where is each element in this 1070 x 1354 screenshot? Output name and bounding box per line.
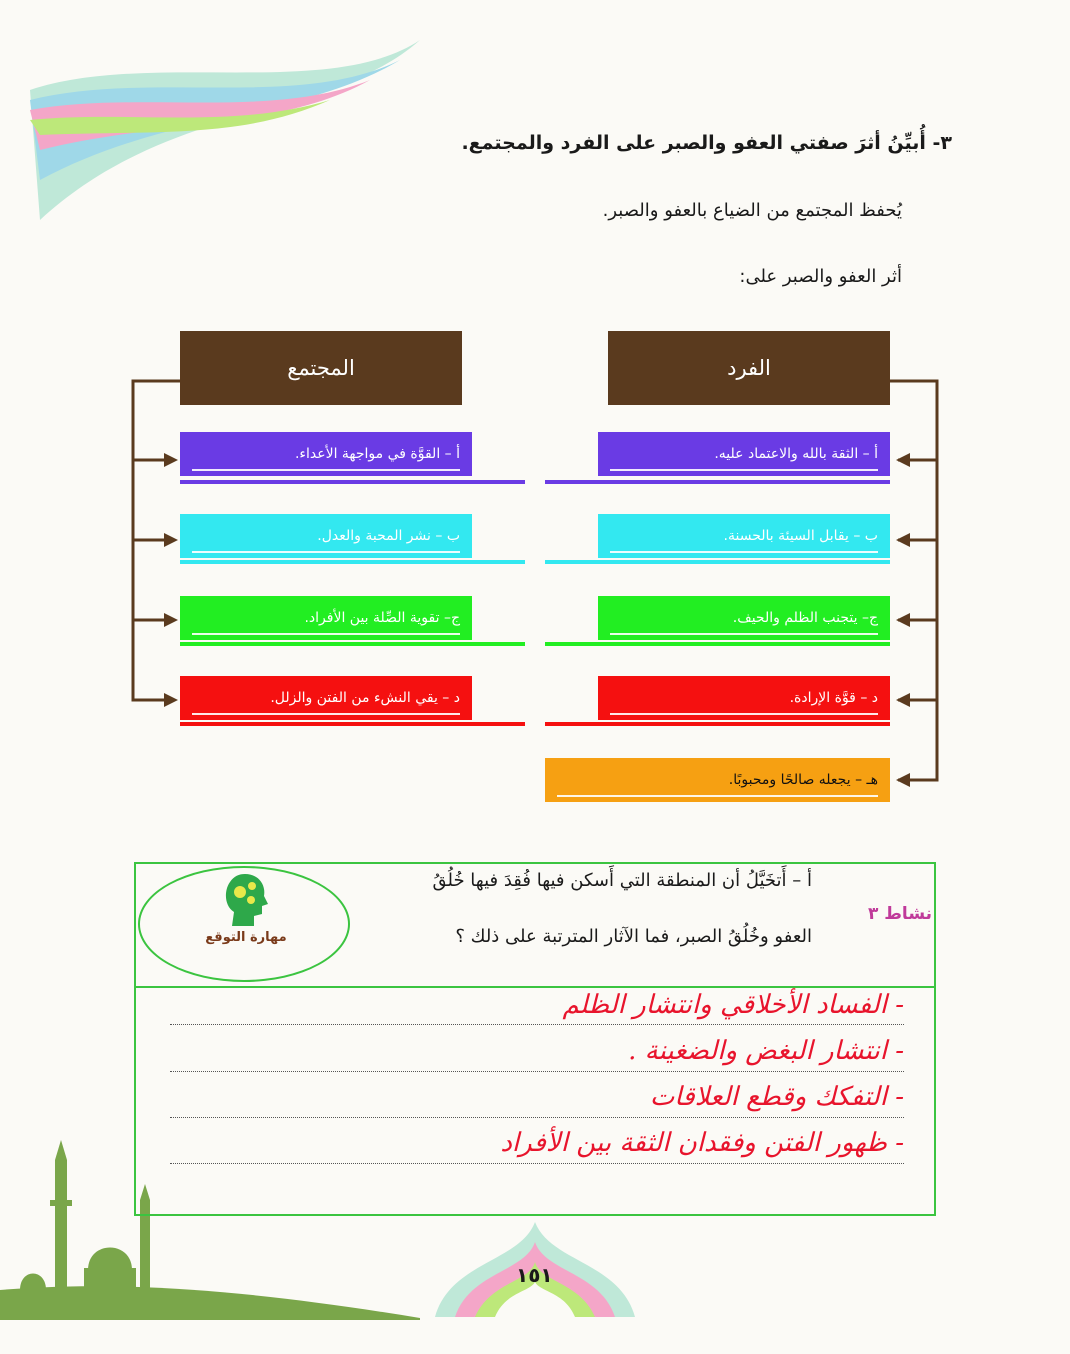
effect-intro-label: أثر العفو والصبر على: xyxy=(739,266,902,287)
individual-item-d xyxy=(598,676,890,720)
header-individual: الفرد xyxy=(608,331,890,405)
answer-dotted-line xyxy=(170,1117,904,1118)
individual-item-c xyxy=(598,596,890,640)
society-item-a-text: أ – القوَّة في مواجهة الأعداء. xyxy=(294,446,460,462)
answer-dotted-line xyxy=(170,1071,904,1072)
answer-dotted-line xyxy=(170,1163,904,1164)
society-item-c xyxy=(180,596,472,640)
individual-underline-b xyxy=(545,560,890,564)
handwritten-answer: - انتشار البغض والضغينة . xyxy=(628,1036,904,1066)
society-underline-c xyxy=(180,642,525,646)
question-heading: ٣- أُبيِّنُ أثرَ صفتي العفو والصبر على الفرد والمجتمع. xyxy=(461,132,952,154)
handwritten-answer: - الفساد الأخلاقي وانتشار الظلم xyxy=(562,990,904,1020)
activity-divider xyxy=(134,986,936,988)
individual-item-b xyxy=(598,514,890,558)
individual-item-c-text: ج– يتجنب الظلم والحيف. xyxy=(732,610,878,626)
activity-tag: نشاط ٣ xyxy=(867,904,932,924)
individual-underline-d xyxy=(545,722,890,726)
handwritten-answer: - التفكك وقطع العلاقات xyxy=(649,1082,904,1112)
society-underline-d xyxy=(180,722,525,726)
activity-question-line-2: العفو وخُلُقُ الصبر، فما الآثار المترتبة على ذلك ؟ xyxy=(455,926,812,947)
handwritten-answer: - ظهور الفتن وفقدان الثقة بين الأفراد xyxy=(500,1128,904,1158)
skill-label: مهارة التوقع xyxy=(205,930,287,945)
page-number: ١٥١ xyxy=(516,1263,553,1287)
individual-item-d-text: د – قوَّة الإرادة. xyxy=(789,690,878,706)
answer-dotted-line xyxy=(170,1024,904,1025)
individual-item-a xyxy=(598,432,890,476)
society-item-a xyxy=(180,432,472,476)
individual-item-b-text: ب – يقابل السيئة بالحسنة. xyxy=(723,528,878,544)
individual-underline-a xyxy=(545,480,890,484)
individual-item-e xyxy=(545,758,890,802)
society-item-b xyxy=(180,514,472,558)
head-gears-icon xyxy=(222,872,268,926)
header-society: المجتمع xyxy=(180,331,462,405)
individual-item-e-text: هـ – يجعله صالحًا ومحبوبًا. xyxy=(728,772,878,788)
society-item-d-text: د – يقي النشء من الفتن والزلل. xyxy=(270,690,460,706)
individual-underline-c xyxy=(545,642,890,646)
society-item-b-text: ب – نشر المحبة والعدل. xyxy=(317,528,460,544)
individual-item-a-text: أ – الثقة بالله والاعتماد عليه. xyxy=(714,446,878,462)
society-underline-b xyxy=(180,560,525,564)
society-item-c-text: ج– تقوية الصِّلة بين الأفراد. xyxy=(304,610,460,626)
society-underline-a xyxy=(180,480,525,484)
answer-text: يُحفظ المجتمع من الضياع بالعفو والصبر. xyxy=(602,200,902,221)
society-item-d xyxy=(180,676,472,720)
activity-question-line-1: أ – أَتخَيَّلُ أن المنطقة التي أَسكن فيها فُقِدَ فيها خُلُقُ xyxy=(432,870,812,891)
